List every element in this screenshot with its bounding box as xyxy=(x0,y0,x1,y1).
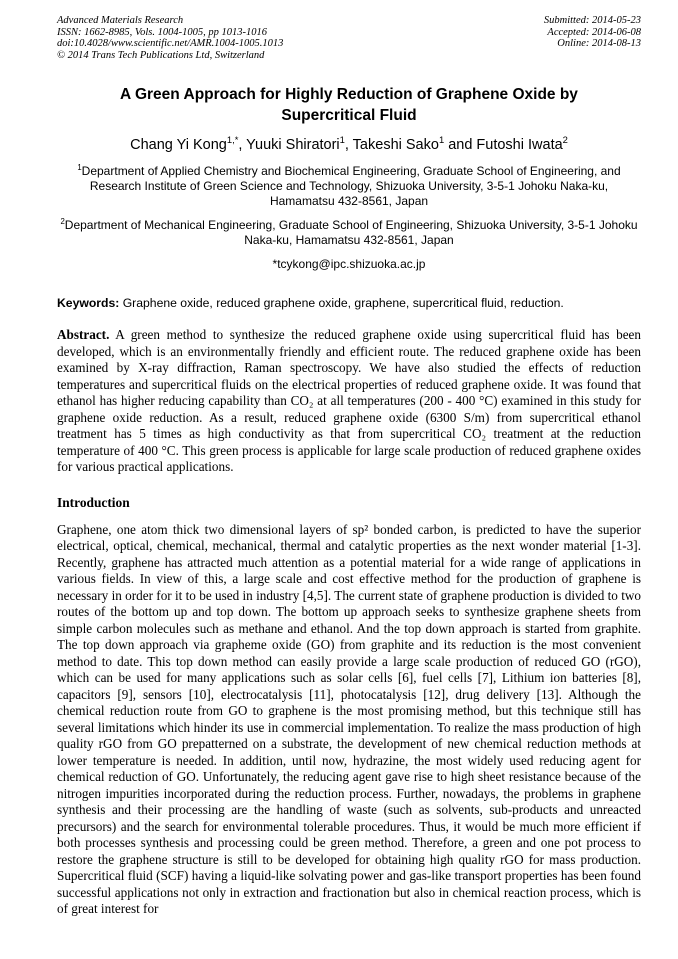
keywords-line xyxy=(57,296,641,311)
affiliation-1 xyxy=(57,164,641,209)
affiliation-2 xyxy=(57,218,641,248)
keywords-text: Graphene oxide, reduced graphene oxide, graphene, supercritical fluid, reduction. xyxy=(119,296,564,310)
submitted-date: Submitted: 2014-05-23 xyxy=(543,15,641,26)
keywords-label: Keywords: xyxy=(57,296,120,310)
affiliation-1-text: Department of Applied Chemistry and Biochemical Engineering, Graduate School of Engineering, and Research Institute of Green Science and Technology, Shizuoka University, 3-5-1 Johoku Naka-ku, Hamamatsu 432-8561, Japan xyxy=(81,164,621,208)
journal-info-block xyxy=(57,15,283,61)
paper-title-line-2: Supercritical Fluid xyxy=(281,107,417,124)
author-name: , Yuuki Shiratori xyxy=(238,137,340,153)
dates-block xyxy=(544,15,641,61)
affiliation-2-marker: 2 xyxy=(60,217,65,226)
copyright-line: © 2014 Trans Tech Publications Ltd, Switzerland xyxy=(57,49,265,61)
author-superscript: 1 xyxy=(339,134,345,146)
paper-title xyxy=(57,84,641,126)
issn-volume-line: ISSN: 1662-8985, Vols. 1004-1005, pp 1013-1016 xyxy=(57,26,267,38)
author-name: Chang Yi Kong xyxy=(130,137,227,153)
author-superscript: 2 xyxy=(562,134,568,146)
author-name: , Takeshi Sako xyxy=(344,137,439,153)
online-date: Online: 2014-08-13 xyxy=(557,38,641,49)
introduction-paragraph: Graphene, one atom thick two dimensional layers of sp² bonded carbon, is predicted to have the superior electrical, optical, chemical, mechanical, thermal and catalytic properties as the next wonder material [1-3]. Recently, graphene has attracted much attention as a potential material for a wide range of applications in various fields. In view of this, a large scale and cost effective method for the production of graphene is necessary in order for it to be used in industry [4,5]. The current state of graphene production is divided to two routes of the bottom up and top down. The bottom up approach seeks to synthesize graphene sheets from simple carbon molecules such as methane and ethanol. And the top down approach is started from graphite. The top down approach via grapheme oxide (GO) from graphite and its reduction is the most convenient method to date. This top down method can easily provide a large scale production of reduced GO (rGO), which can be used for many applications such as solar cells [6], fuel cells [7], Lithium ion batteries [8], capacitors [9], sensors [10], electrocatalysis [11], photocatalysis [12], drug delivery [13]. Although the chemical reduction route from GO to graphene is the most promising method, but this technique still has several limitations which hinder its use in commercial implementation. To realize the mass production of high quality rGO from GO prepatterned on a substrate, the development of new chemical reduction methods at lower temperature is needed. In addition, until now, hydrazine, the most widely used reducing agent for chemical reduction of GO. Unfortunately, the reducing agent gave rise to high sheet resistance because of the nitrogen impurities incorporated during the reduction process. Further, nowadays, the problems in graphene synthesis and their processing are the handling of waste (such as solvents, sub-products and unreacted precursors) and the search for environmental tolerable procedures. Thus, it would be much more efficient if both processes synthesis and processing could be green method. Therefore, a green and one pot process to restore the graphene structure is still to be developed for obtaining high quality rGO for mass production. Supercritical fluid (SCF) having a liquid-like solvating power and gas-like transport properties has been found successful applications not only in extraction and fractionation but also in chemical reaction process, which is of great interest for xyxy=(57,521,641,917)
author-superscript: 1 xyxy=(438,134,445,146)
paper-title-line-1: A Green Approach for Highly Reduction of Graphene Oxide by xyxy=(120,86,578,103)
affiliation-2-text: Department of Mechanical Engineering, Graduate School of Engineering, Shizuoka University, 3-5-1 Johoku Naka-ku, Hamamatsu 432-8561, Japan xyxy=(64,218,638,247)
abstract-label: Abstract. xyxy=(57,327,110,342)
authors-line xyxy=(57,136,641,155)
author-name: and Futoshi Iwata xyxy=(444,137,563,153)
abstract-paragraph xyxy=(57,327,641,476)
corresponding-email: *tcykong@ipc.shizuoka.ac.jp xyxy=(272,257,426,271)
doi-line: doi:10.4028/www.scientific.net/AMR.1004-1005.1013 xyxy=(57,38,284,49)
journal-name: Advanced Materials Research xyxy=(57,15,184,26)
accepted-date: Accepted: 2014-06-08 xyxy=(547,26,641,38)
author-superscript: 1,* xyxy=(226,134,239,146)
affiliation-1-marker: 1 xyxy=(77,163,82,172)
introduction-heading: Introduction xyxy=(57,494,130,510)
abstract-text: A green method to synthesize the reduced graphene oxide using supercritical fluid has been developed, which is an environmentally friendly and efficient route. The reduced graphene oxide has been examined by X-ray diffraction, Raman spectroscopy. We have also studied the effects of reduction temperatures and supercritical fluids on the electrical properties of reduced graphene oxide. It was found that ethanol has higher reducing capability than CO₂ at all temperatures (200 - 400 °C) examined in this study for graphene oxide reduction. As a result, reduced graphene oxide (6300 S/m) from supercritical ethanol treatment has 5 times as high conductivity as that from supercritical CO₂ treatment at the reduction temperature of 400 °C. This green process is applicable for large scale production of reduced graphene oxides for various practical applications. xyxy=(57,327,641,474)
journal-header xyxy=(57,15,641,61)
